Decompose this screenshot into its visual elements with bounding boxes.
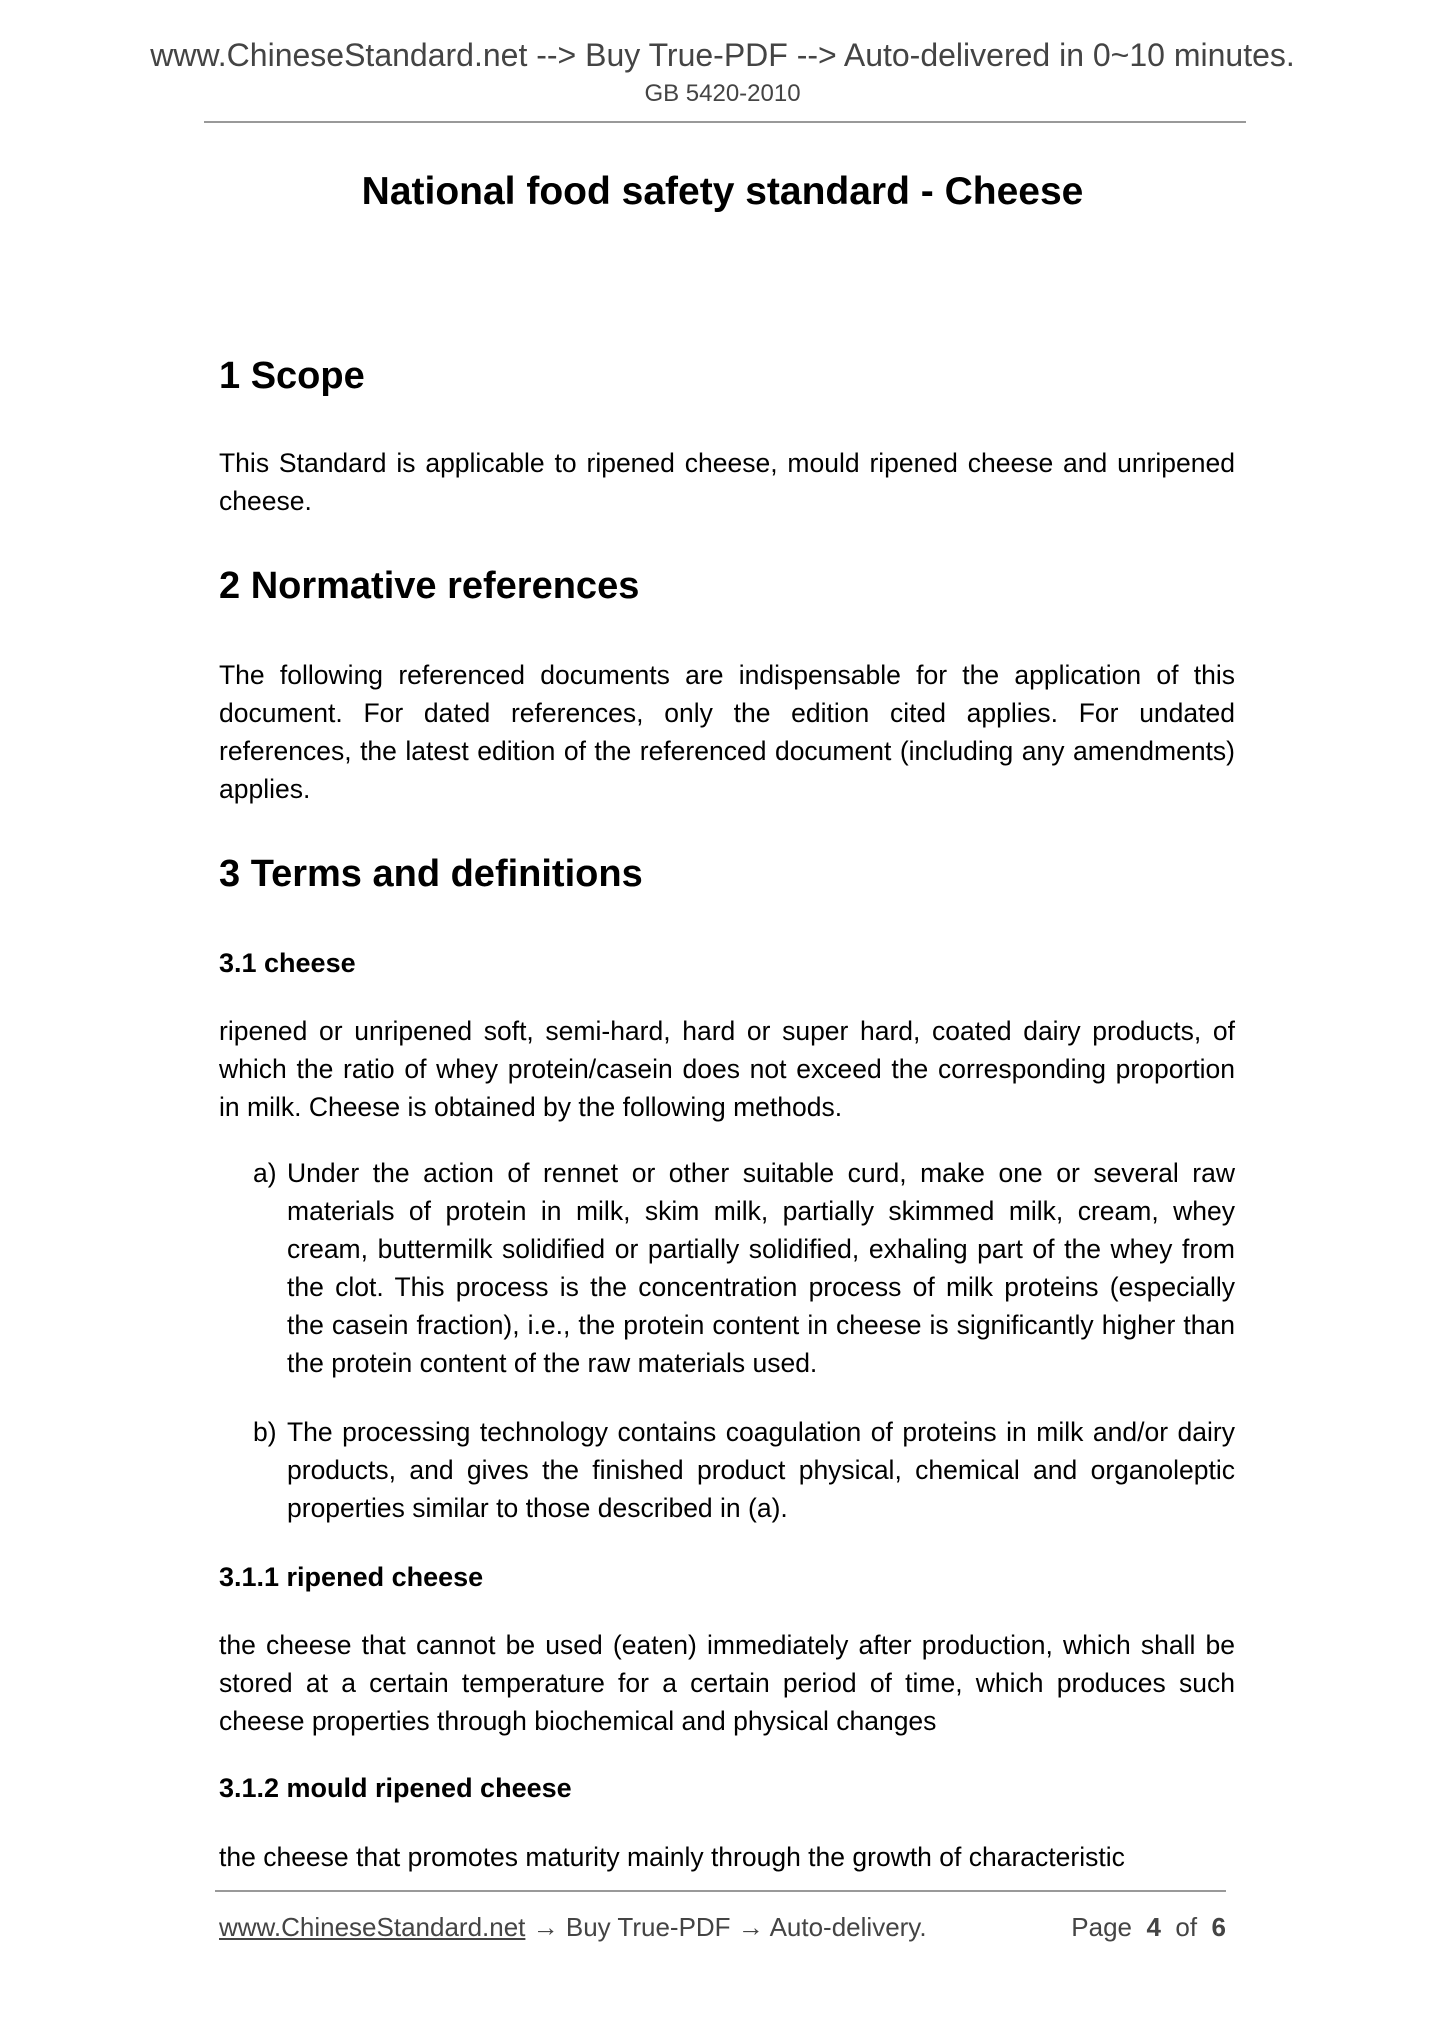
list-item-text: The processing technology contains coagulation of proteins in milk and/or dairy products, and gives the finished product physical, chemical and organoleptic properties similar to those described in (a). (287, 1417, 1235, 1523)
ripened-cheese-text: the cheese that cannot be used (eaten) immediately after production, which shall be stored at a certain temperature for a certain period of time, which produces such cheese properties through biochemical and physical changes (219, 1630, 1235, 1736)
footer-left (219, 1912, 927, 1943)
footer-link[interactable]: www.ChineseStandard.net (219, 1912, 526, 1942)
footer-tagline: → Buy True-PDF → Auto-delivery. (525, 1912, 927, 1942)
list-marker: b) (253, 1417, 277, 1447)
scope-text: This Standard is applicable to ripened cheese, mould ripened cheese and unripened cheese. (219, 448, 1235, 516)
heading-ripened-cheese: 3.1.1 ripened cheese (219, 1562, 484, 1592)
header-banner: www.ChineseStandard.net --> Buy True-PDF --> Auto-delivered in 0~10 minutes. (150, 37, 1295, 73)
page-label: Page (1071, 1912, 1133, 1942)
mould-ripened-cheese-text: the cheese that promotes maturity mainly through the growth of characteristic (219, 1842, 1125, 1872)
list-item (253, 1413, 1235, 1527)
heading-normative-references: 2 Normative references (219, 565, 640, 607)
header-divider (204, 121, 1246, 123)
heading-mould-ripened-cheese: 3.1.2 mould ripened cheese (219, 1773, 572, 1803)
page-indicator (1071, 1912, 1226, 1943)
normative-text: The following referenced documents are indispensable for the application of this document. For dated references, only the edition cited applies. For undated references, the latest edition of the referenced document (including any amendments) applies. (219, 660, 1235, 804)
heading-terms-definitions: 3 Terms and definitions (219, 853, 643, 895)
list-item (253, 1154, 1235, 1382)
page-total: 6 (1211, 1912, 1226, 1942)
footer-divider (215, 1890, 1226, 1892)
cheese-text: ripened or unripened soft, semi-hard, hard or super hard, coated dairy products, of which the ratio of whey protein/casein does not exceed the corresponding proportion in milk. Cheese is obtained by the following methods. (219, 1016, 1235, 1122)
document-title: National food safety standard - Cheese (361, 170, 1084, 213)
heading-cheese: 3.1 cheese (219, 948, 356, 978)
heading-scope: 1 Scope (219, 355, 365, 397)
page-current: 4 (1146, 1912, 1161, 1942)
list-marker: a) (253, 1158, 277, 1188)
of-label: of (1175, 1912, 1198, 1942)
standard-code: GB 5420-2010 (644, 80, 801, 107)
list-item-text: Under the action of rennet or other suitable curd, make one or several raw materials of protein in milk, skim milk, partially skimmed milk, cream, whey cream, buttermilk solidified or partially solidified, exhaling part of the whey from the clot. This process is the concentration process of milk proteins (especially the casein fraction), i.e., the protein content in cheese is significantly higher than the protein content of the raw materials used. (287, 1158, 1235, 1378)
